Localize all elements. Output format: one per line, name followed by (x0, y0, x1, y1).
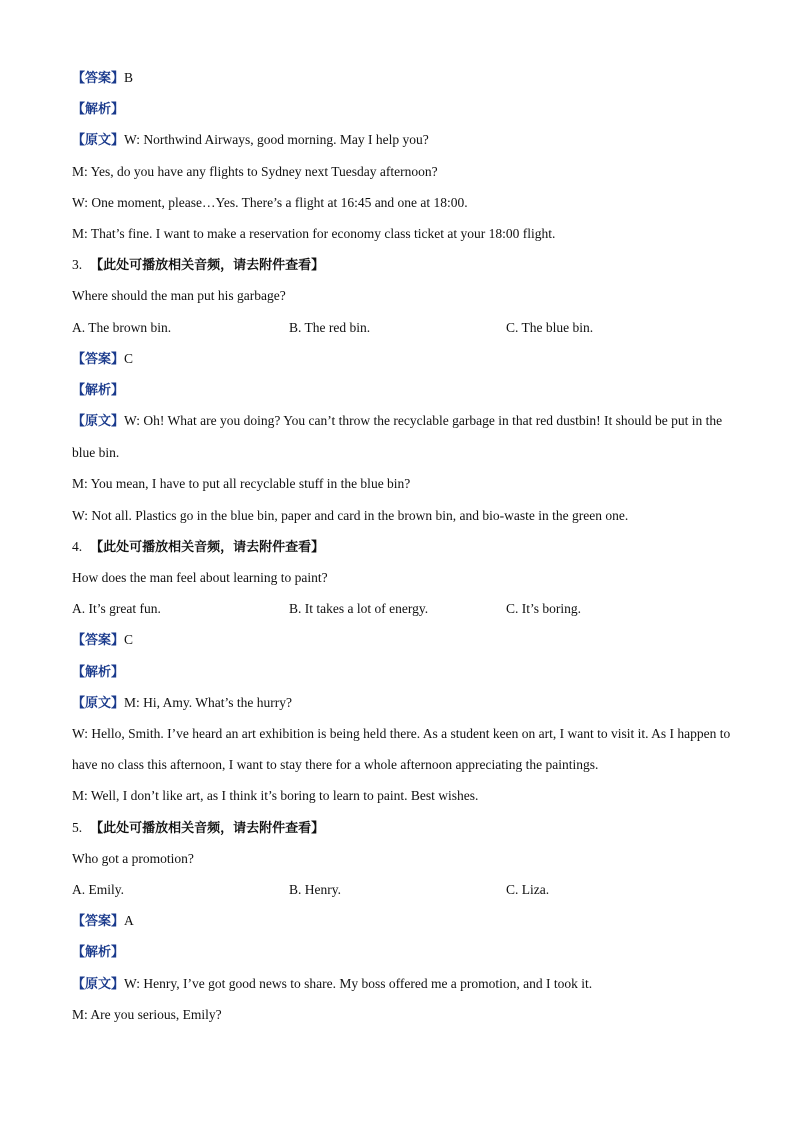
analysis-line (72, 93, 732, 124)
option-a: A. Emily. (72, 881, 124, 897)
answer-value: C (124, 632, 134, 648)
question-text: Who got a promotion? (72, 850, 194, 866)
question-number: 4. (72, 538, 83, 554)
analysis-line (72, 936, 732, 967)
option-a: A. The brown bin. (72, 319, 172, 335)
transcript-line: W: Hello, Smith. I’ve heard an art exhibition is being held there. As a student keen on art, I want to visit it. As I happen to have no class this afternoon, I want to stay there for a whole afternoon appreciating the paintings. (72, 725, 731, 773)
answer-value: B (124, 70, 134, 85)
question-number: 5. (72, 819, 83, 835)
option-b: B. It takes a lot of energy. (289, 601, 429, 617)
answer-line (72, 905, 732, 936)
option-b: B. The red bin. (289, 319, 371, 335)
audio-note: 【此处可播放相关音频，请去附件查看】 (90, 258, 325, 274)
question-heading (72, 531, 732, 562)
analysis-tag: 【解析】 (72, 382, 125, 398)
analysis-line (72, 656, 732, 687)
analysis-line (72, 374, 732, 405)
transcript-line: M: Are you serious, Emily? (72, 1006, 222, 1022)
original-tag: 【原文】 (72, 695, 125, 711)
question-text: How does the man feel about learning to paint? (72, 570, 328, 586)
answer-tag: 【答案】 (72, 71, 125, 86)
options-row (72, 593, 732, 624)
option-a: A. It’s great fun. (72, 601, 161, 617)
question-number: 3. (72, 257, 83, 273)
question-heading (72, 812, 732, 843)
options-row (72, 312, 732, 343)
audio-note: 【此处可播放相关音频，请去附件查看】 (90, 820, 325, 836)
analysis-tag: 【解析】 (72, 102, 125, 118)
option-c: C. It’s boring. (506, 601, 582, 617)
question-heading (72, 249, 732, 280)
transcript-line: M: Well, I don’t like art, as I think it’s boring to learn to paint. Best wishes. (72, 788, 479, 804)
answer-line (72, 343, 732, 374)
original-tag: 【原文】 (72, 976, 125, 992)
answer-value: A (124, 913, 134, 929)
answer-tag: 【答案】 (72, 914, 125, 930)
analysis-tag: 【解析】 (72, 945, 125, 961)
audio-note: 【此处可播放相关音频，请去附件查看】 (90, 539, 325, 555)
option-b: B. Henry. (289, 881, 341, 897)
answer-value: C (124, 350, 134, 366)
option-c: C. The blue bin. (506, 319, 594, 335)
transcript-line: M: Yes, do you have any flights to Sydney next Tuesday afternoon? (72, 163, 438, 179)
transcript-line: 【原文】W: Henry, I’ve got good news to share. My boss offered me a promotion, and I took it. (72, 975, 593, 992)
document-page (72, 62, 732, 1030)
answer-tag: 【答案】 (72, 633, 125, 649)
answer-line (72, 624, 732, 655)
answer-line (72, 62, 732, 93)
transcript-line: 【原文】W: Oh! What are you doing? You can’t throw the recyclable garbage in that red dustbin! It should be put in the blue bin. (72, 413, 723, 461)
transcript-line: 【原文】M: Hi, Amy. What’s the hurry? (72, 694, 292, 711)
original-tag: 【原文】 (72, 414, 125, 430)
question-text: Where should the man put his garbage? (72, 288, 286, 304)
transcript-line: 【原文】W: Northwind Airways, good morning. May I help you? (72, 132, 429, 149)
options-row (72, 874, 732, 905)
analysis-tag: 【解析】 (72, 664, 125, 680)
transcript-line: M: You mean, I have to put all recyclable stuff in the blue bin? (72, 476, 411, 492)
transcript-line: W: Not all. Plastics go in the blue bin, paper and card in the brown bin, and bio-waste in the green one. (72, 507, 629, 523)
original-tag: 【原文】 (72, 133, 125, 149)
answer-tag: 【答案】 (72, 351, 125, 367)
transcript-line: W: One moment, please…Yes. There’s a flight at 16:45 and one at 18:00. (72, 194, 468, 210)
transcript-line: M: That’s fine. I want to make a reservation for economy class ticket at your 18:00 flight. (72, 225, 556, 241)
option-c: C. Liza. (506, 881, 550, 897)
